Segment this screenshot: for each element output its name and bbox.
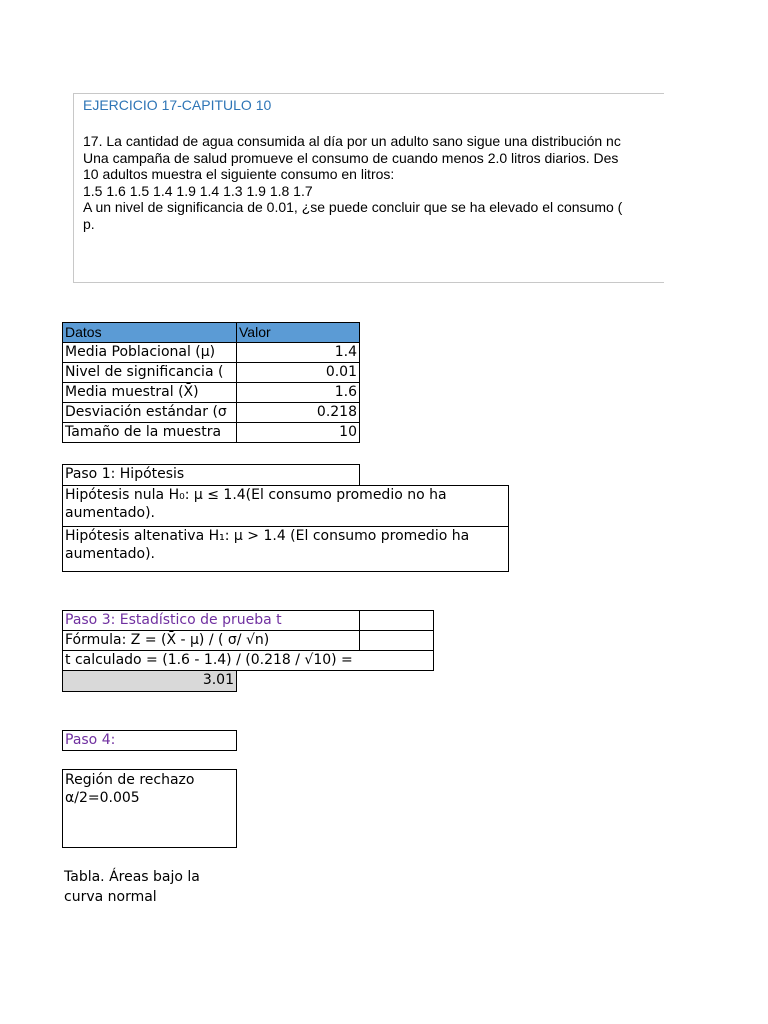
rejection-region-box[interactable] (62, 769, 237, 848)
header-datos[interactable]: Datos (62, 322, 237, 343)
sample-values-line: 1.5 1.6 1.5 1.4 1.9 1.4 1.3 1.9 1.8 1.7 (83, 182, 313, 199)
formula-cell[interactable]: Fórmula: Z = (X̄ - μ) / ( σ/ √n) (62, 630, 360, 651)
row-value[interactable]: 0.218 (236, 402, 360, 423)
empty-cell[interactable] (359, 610, 434, 631)
exercise-statement (83, 133, 622, 232)
row-label[interactable]: Tamaño de la muestra (62, 422, 237, 443)
step3-title[interactable]: Paso 3: Estadístico de prueba t (62, 610, 360, 631)
table-row (62, 382, 360, 403)
null-hypothesis[interactable]: Hipótesis nula H₀: μ ≤ 1.4(El consumo promedio no ha aumentado). (62, 485, 509, 527)
statement-line: 17. La cantidad de agua consumida al día por un adulto sano sigue una distribución nc (83, 133, 621, 149)
statement-line: p. (83, 215, 95, 232)
row-label[interactable]: Nivel de significancia ( (62, 362, 237, 383)
formula-row (62, 630, 434, 651)
t-calc-cell[interactable]: t calculado = (1.6 - 1.4) / (0.218 / √10) = (62, 650, 434, 671)
t-result-cell[interactable]: 3.01 (62, 670, 237, 692)
result-row (62, 670, 237, 692)
row-value[interactable]: 10 (236, 422, 360, 443)
row-value[interactable]: 0.01 (236, 362, 360, 383)
statement-line: Una campaña de salud promueve el consumo de cuando menos 2.0 litros diarios. Des (83, 149, 619, 166)
table-caption: Tabla. Áreas bajo la curva normal (64, 869, 200, 905)
row-value[interactable]: 1.6 (236, 382, 360, 403)
row-label[interactable]: Desviación estándar (σ (62, 402, 237, 423)
row-label[interactable]: Media muestral (X̄) (62, 382, 237, 403)
empty-cell[interactable] (359, 630, 434, 651)
data-table-header (62, 322, 360, 343)
table-row (62, 402, 360, 423)
step3-title-row (62, 610, 434, 631)
exercise-title: EJERCICIO 17-CAPITULO 10 (83, 97, 272, 113)
rejection-region-label: Región de rechazo (65, 772, 195, 788)
statement-line: A un nivel de significancia de 0.01, ¿se puede concluir que se ha elevado el consumo ( (83, 199, 623, 215)
table-row (62, 422, 360, 443)
table-row (62, 342, 360, 363)
alt-hypothesis[interactable]: Hipótesis altenativa H₁: μ > 1.4 (El consumo promedio ha aumentado). (62, 526, 509, 572)
step1-title[interactable]: Paso 1: Hipótesis (62, 464, 360, 486)
row-label[interactable]: Media Poblacional (μ) (62, 342, 237, 363)
header-valor[interactable]: Valor (236, 322, 360, 343)
table-row (62, 362, 360, 383)
step4-title[interactable]: Paso 4: (62, 730, 237, 751)
row-value[interactable]: 1.4 (236, 342, 360, 363)
exercise-textbox (73, 93, 664, 283)
alpha-half-value: α/2=0.005 (65, 790, 140, 806)
statement-line: 10 adultos muestra el siguiente consumo en litros: (83, 166, 395, 182)
calc-row (62, 650, 434, 671)
